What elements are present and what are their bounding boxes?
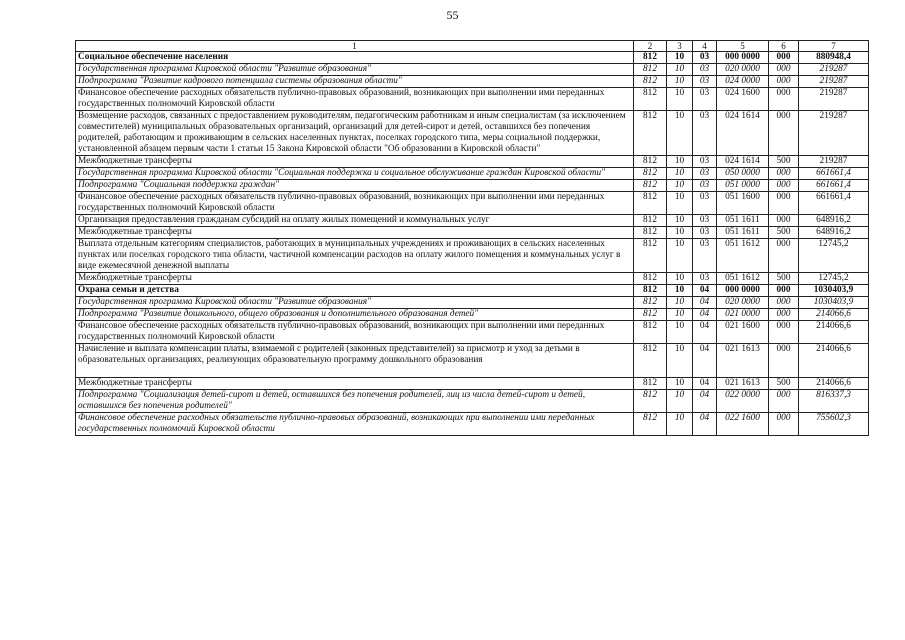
table-row [76,88,869,111]
table-row [76,52,869,64]
table-row [76,321,869,344]
table-row [76,344,869,378]
row-section-cell: 10 [667,215,693,227]
table-row [76,413,869,436]
table-row [76,390,869,413]
row-target-article-cell: 051 1612 [717,273,769,285]
row-amount-cell: 219287 [799,156,869,168]
row-section-cell: 10 [667,309,693,321]
row-ministry-code-cell: 812 [634,273,667,285]
row-expense-type-cell: 000 [769,297,799,309]
row-section-cell: 10 [667,76,693,88]
row-subsection-cell: 03 [693,64,717,76]
row-amount-cell: 1030403,9 [799,297,869,309]
header-cell: 6 [769,41,799,52]
table-row [76,297,869,309]
row-ministry-code-cell: 812 [634,76,667,88]
row-expense-type-cell: 000 [769,52,799,64]
row-ministry-code-cell: 812 [634,309,667,321]
row-ministry-code-cell: 812 [634,156,667,168]
row-target-article-cell: 022 1600 [717,413,769,436]
row-ministry-code-cell: 812 [634,321,667,344]
row-name-cell: Финансовое обеспечение расходных обязательств публично-правовых образований, возникающих при выполнении ими переданных государственных полномочий Кировской области [76,413,634,436]
table-row [76,378,869,390]
row-target-article-cell: 000 0000 [717,285,769,297]
row-subsection-cell: 04 [693,413,717,436]
row-ministry-code-cell: 812 [634,180,667,192]
row-ministry-code-cell: 812 [634,390,667,413]
row-subsection-cell: 04 [693,344,717,378]
row-subsection-cell: 03 [693,273,717,285]
row-name-cell: Государственная программа Кировской области "Развитие образования" [76,64,634,76]
row-expense-type-cell: 000 [769,180,799,192]
row-expense-type-cell: 000 [769,215,799,227]
row-section-cell: 10 [667,180,693,192]
row-expense-type-cell: 500 [769,156,799,168]
row-ministry-code-cell: 812 [634,344,667,378]
row-target-article-cell: 051 1611 [717,215,769,227]
row-amount-cell: 219287 [799,88,869,111]
row-name-cell: Выплата отдельным категориям специалистов, работающих в муниципальных учреждениях и проживающих в сельских населенных пунктах или поселках городского типа области, частичной компенсации расходов на оплату жилого помещения и коммунальных услуг в виде ежемесячной денежной выплаты [76,239,634,273]
row-target-article-cell: 021 0000 [717,309,769,321]
row-name-cell: Финансовое обеспечение расходных обязательств публично-правовых образований, возникающих при выполнении ими переданных государственных полномочий Кировской области [76,88,634,111]
table-row [76,215,869,227]
row-name-cell: Межбюджетные трансферты [76,378,634,390]
row-subsection-cell: 04 [693,285,717,297]
row-expense-type-cell: 000 [769,64,799,76]
row-target-article-cell: 050 0000 [717,168,769,180]
row-subsection-cell: 04 [693,378,717,390]
row-subsection-cell: 03 [693,215,717,227]
row-target-article-cell: 051 0000 [717,180,769,192]
row-ministry-code-cell: 812 [634,285,667,297]
row-subsection-cell: 03 [693,192,717,215]
table-row [76,239,869,273]
row-amount-cell: 1030403,9 [799,285,869,297]
row-expense-type-cell: 000 [769,88,799,111]
row-expense-type-cell: 000 [769,413,799,436]
row-name-cell: Начисление и выплата компенсации платы, взимаемой с родителей (законных представителей) за присмотр и уход за детьми в образовательных организациях, реализующих образовательную программу дошкольного образования [76,344,634,378]
table-header-row [76,41,869,52]
row-name-cell: Финансовое обеспечение расходных обязательств публично-правовых образований, возникающих при выполнении ими переданных государственных полномочий Кировской области [76,192,634,215]
row-name-cell: Межбюджетные трансферты [76,156,634,168]
row-ministry-code-cell: 812 [634,297,667,309]
row-subsection-cell: 04 [693,297,717,309]
row-amount-cell: 219287 [799,64,869,76]
row-section-cell: 10 [667,413,693,436]
row-expense-type-cell: 500 [769,273,799,285]
row-target-article-cell: 021 1613 [717,344,769,378]
row-target-article-cell: 020 0000 [717,64,769,76]
row-section-cell: 10 [667,168,693,180]
row-section-cell: 10 [667,297,693,309]
row-ministry-code-cell: 812 [634,215,667,227]
row-name-cell: Подпрограмма "Развитие кадрового потенциала системы образования области" [76,76,634,88]
row-name-cell: Межбюджетные трансферты [76,227,634,239]
row-ministry-code-cell: 812 [634,239,667,273]
row-subsection-cell: 03 [693,52,717,64]
row-expense-type-cell: 000 [769,285,799,297]
row-amount-cell: 214066,6 [799,344,869,378]
row-target-article-cell: 024 1600 [717,88,769,111]
row-name-cell: Подпрограмма "Развитие дошкольного, общего образования и дополнительного образования детей" [76,309,634,321]
row-expense-type-cell: 500 [769,227,799,239]
row-name-cell: Подпрограмма "Социальная поддержка граждан" [76,180,634,192]
row-subsection-cell: 04 [693,390,717,413]
row-target-article-cell: 000 0000 [717,52,769,64]
row-target-article-cell: 021 1613 [717,378,769,390]
table-row [76,273,869,285]
row-section-cell: 10 [667,285,693,297]
row-section-cell: 10 [667,239,693,273]
row-expense-type-cell: 000 [769,239,799,273]
row-section-cell: 10 [667,88,693,111]
row-expense-type-cell: 000 [769,390,799,413]
row-target-article-cell: 051 1612 [717,239,769,273]
row-section-cell: 10 [667,378,693,390]
row-subsection-cell: 04 [693,321,717,344]
row-subsection-cell: 03 [693,76,717,88]
table-row [76,156,869,168]
table-row [76,192,869,215]
table-row [76,76,869,88]
row-expense-type-cell: 000 [769,168,799,180]
row-amount-cell: 12745,2 [799,273,869,285]
row-subsection-cell: 03 [693,239,717,273]
row-amount-cell: 661661,4 [799,192,869,215]
row-name-cell: Государственная программа Кировской области "Развитие образования" [76,297,634,309]
row-name-cell: Охрана семьи и детства [76,285,634,297]
row-target-article-cell: 024 1614 [717,111,769,156]
table-row [76,111,869,156]
row-ministry-code-cell: 812 [634,64,667,76]
row-amount-cell: 12745,2 [799,239,869,273]
row-amount-cell: 214066,6 [799,321,869,344]
budget-table [75,40,869,436]
row-expense-type-cell: 000 [769,309,799,321]
row-section-cell: 10 [667,227,693,239]
row-ministry-code-cell: 812 [634,168,667,180]
row-subsection-cell: 03 [693,227,717,239]
table-row [76,64,869,76]
table-row [76,285,869,297]
row-section-cell: 10 [667,52,693,64]
row-name-cell: Возмещение расходов, связанных с предоставлением руководителям, педагогическим работникам и иным специалистам (за исключением совместителей) муниципальных образовательных организаций, организаций для детей-сирот и детей, оставшихся без попечения родителей, работающим и проживающим в сельских населенных пунктах, поселках городского типа, меры социальной поддержки, установленной абзацем первым части 1 статьи 15 Закона Кировской области "Об образовании в Кировской области" [76,111,634,156]
row-subsection-cell: 03 [693,88,717,111]
page-number: 55 [446,8,459,22]
row-name-cell: Организация предоставления гражданам субсидий на оплату жилых помещений и коммунальных услуг [76,215,634,227]
row-amount-cell: 219287 [799,111,869,156]
row-subsection-cell: 03 [693,168,717,180]
header-cell: 5 [717,41,769,52]
row-expense-type-cell: 500 [769,378,799,390]
row-ministry-code-cell: 812 [634,88,667,111]
row-expense-type-cell: 000 [769,111,799,156]
row-ministry-code-cell: 812 [634,413,667,436]
header-cell: 3 [667,41,693,52]
table-row [76,227,869,239]
row-section-cell: 10 [667,111,693,156]
row-amount-cell: 755602,3 [799,413,869,436]
row-name-cell: Социальное обеспечение населения [76,52,634,64]
row-amount-cell: 219287 [799,76,869,88]
row-target-article-cell: 051 1611 [717,227,769,239]
row-amount-cell: 661661,4 [799,168,869,180]
row-subsection-cell: 03 [693,180,717,192]
row-name-cell: Межбюджетные трансферты [76,273,634,285]
row-amount-cell: 661661,4 [799,180,869,192]
row-section-cell: 10 [667,321,693,344]
row-amount-cell: 648916,2 [799,215,869,227]
row-name-cell: Государственная программа Кировской области "Социальная поддержка и социальное обслуживание граждан Кировской области" [76,168,634,180]
header-cell: 1 [76,41,634,52]
row-amount-cell: 816337,3 [799,390,869,413]
table-row [76,309,869,321]
row-expense-type-cell: 000 [769,321,799,344]
row-amount-cell: 880948,4 [799,52,869,64]
row-name-cell: Финансовое обеспечение расходных обязательств публично-правовых образований, возникающих при выполнении ими переданных государственных полномочий Кировской области [76,321,634,344]
row-target-article-cell: 021 1600 [717,321,769,344]
row-amount-cell: 648916,2 [799,227,869,239]
row-ministry-code-cell: 812 [634,111,667,156]
row-ministry-code-cell: 812 [634,227,667,239]
row-target-article-cell: 020 0000 [717,297,769,309]
table-row [76,180,869,192]
row-section-cell: 10 [667,64,693,76]
row-ministry-code-cell: 812 [634,192,667,215]
row-amount-cell: 214066,6 [799,378,869,390]
row-amount-cell: 214066,6 [799,309,869,321]
row-target-article-cell: 051 1600 [717,192,769,215]
row-section-cell: 10 [667,192,693,215]
row-section-cell: 10 [667,344,693,378]
table-row [76,168,869,180]
row-subsection-cell: 04 [693,309,717,321]
row-ministry-code-cell: 812 [634,378,667,390]
row-section-cell: 10 [667,156,693,168]
row-section-cell: 10 [667,273,693,285]
row-section-cell: 10 [667,390,693,413]
row-expense-type-cell: 000 [769,344,799,378]
row-expense-type-cell: 000 [769,192,799,215]
row-ministry-code-cell: 812 [634,52,667,64]
row-target-article-cell: 024 1614 [717,156,769,168]
row-target-article-cell: 024 0000 [717,76,769,88]
header-cell: 2 [634,41,667,52]
row-expense-type-cell: 000 [769,76,799,88]
row-subsection-cell: 03 [693,111,717,156]
row-target-article-cell: 022 0000 [717,390,769,413]
header-cell: 4 [693,41,717,52]
header-cell: 7 [799,41,869,52]
row-subsection-cell: 03 [693,156,717,168]
row-name-cell: Подпрограмма "Социализация детей-сирот и детей, оставшихся без попечения родителей, лиц из числа детей-сирот и детей, оставшихся без попечения родителей" [76,390,634,413]
